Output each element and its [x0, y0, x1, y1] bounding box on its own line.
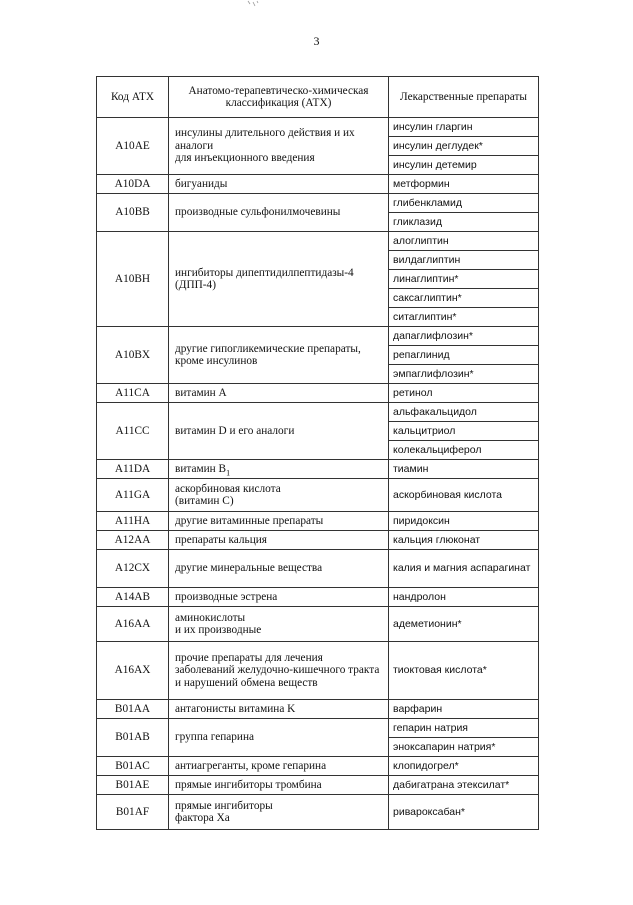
classification-text: прямые ингибиторы фактора Xa — [175, 799, 273, 824]
drug-cell: варфарин — [389, 700, 539, 719]
table-header-row — [97, 77, 539, 118]
classification-text: аминокислоты и их производные — [175, 611, 262, 636]
drug-cell: вилдаглиптин — [389, 251, 539, 270]
table-row — [97, 327, 539, 346]
classification-text: другие витаминные препараты — [175, 514, 324, 527]
drug-cell: глибенкламид — [389, 194, 539, 213]
classification-cell — [169, 776, 389, 795]
table-row — [97, 512, 539, 531]
classification-cell — [169, 403, 389, 460]
atc-code-cell: A12AA — [97, 531, 169, 550]
table-row — [97, 642, 539, 700]
table-row — [97, 700, 539, 719]
atc-code-cell: A10DA — [97, 175, 169, 194]
drug-cell: инсулин детемир — [389, 156, 539, 175]
classification-cell — [169, 588, 389, 607]
table-row — [97, 460, 539, 479]
drug-cell: кальцитриол — [389, 422, 539, 441]
atc-code-cell: B01AE — [97, 776, 169, 795]
table-body — [97, 118, 539, 830]
drug-cell: репаглинид — [389, 346, 539, 365]
drug-cell: калия и магния аспарагинат — [389, 550, 539, 588]
table-row — [97, 384, 539, 403]
drug-cell: нандролон — [389, 588, 539, 607]
classification-cell — [169, 607, 389, 642]
table-row — [97, 232, 539, 251]
atc-code-cell: B01AC — [97, 757, 169, 776]
table-row — [97, 531, 539, 550]
drug-cell: дапаглифлозин* — [389, 327, 539, 346]
drug-cell: саксаглиптин* — [389, 289, 539, 308]
atc-code-cell: B01AB — [97, 719, 169, 757]
atc-code-cell: A10AE — [97, 118, 169, 175]
classification-text: прямые ингибиторы тромбина — [175, 778, 322, 791]
classification-cell — [169, 757, 389, 776]
classification-text: группа гепарина — [175, 731, 255, 744]
atc-code-cell: A10BX — [97, 327, 169, 384]
table-row — [97, 719, 539, 738]
drug-cell: линаглиптин* — [389, 270, 539, 289]
drug-cell: пиридоксин — [389, 512, 539, 531]
atc-code-cell: A11GA — [97, 479, 169, 512]
atc-code-cell: A11CA — [97, 384, 169, 403]
classification-cell — [169, 194, 389, 232]
classification-text: антиагреганты, кроме гепарина — [175, 759, 327, 772]
drug-cell: алоглиптин — [389, 232, 539, 251]
drug-cell: эмпаглифлозин* — [389, 365, 539, 384]
classification-cell — [169, 531, 389, 550]
drug-cell: метформин — [389, 175, 539, 194]
atc-code-cell: B01AA — [97, 700, 169, 719]
classification-text: производные эстрена — [175, 590, 278, 603]
header-classification: Анатомо-терапевтическо-химическая классификация (АТХ) — [169, 77, 389, 118]
table-row — [97, 175, 539, 194]
atc-drug-table — [96, 76, 539, 830]
table-row — [97, 607, 539, 642]
drug-cell: альфакальцидол — [389, 403, 539, 422]
drug-cell: дабигатрана этексилат* — [389, 776, 539, 795]
table-row — [97, 479, 539, 512]
classification-cell — [169, 175, 389, 194]
drug-cell: ривароксабан* — [389, 795, 539, 830]
drug-cell: тиамин — [389, 460, 539, 479]
classification-text: производные сульфонилмочевины — [175, 206, 341, 219]
table-row — [97, 588, 539, 607]
classification-text: инсулины длительного действия и их аналоги для инъекционного введения — [175, 127, 355, 165]
classification-subscript: 1 — [226, 468, 231, 477]
atc-code-cell: A11HA — [97, 512, 169, 531]
classification-cell — [169, 327, 389, 384]
atc-code-cell: A16AX — [97, 642, 169, 700]
classification-text: препараты кальция — [175, 533, 267, 546]
classification-cell — [169, 460, 389, 479]
classification-text: другие гипогликемические препараты, кроме инсулинов — [175, 342, 361, 367]
classification-text: другие минеральные вещества — [175, 562, 323, 575]
table-row — [97, 757, 539, 776]
atc-code-cell: A11CC — [97, 403, 169, 460]
drug-cell: тиоктовая кислота* — [389, 642, 539, 700]
classification-text: ингибиторы дипептидилпептидазы-4 (ДПП-4) — [175, 266, 354, 291]
drug-cell: эноксапарин натрия* — [389, 738, 539, 757]
classification-text: витамин B — [175, 462, 227, 475]
table-row — [97, 118, 539, 137]
atc-code-cell: B01AF — [97, 795, 169, 830]
classification-cell — [169, 384, 389, 403]
classification-text: антагонисты витамина K — [175, 702, 296, 715]
drug-cell: ситаглиптин* — [389, 308, 539, 327]
drug-cell: колекальциферол — [389, 441, 539, 460]
drug-cell: гликлазид — [389, 213, 539, 232]
classification-cell — [169, 719, 389, 757]
classification-cell — [169, 118, 389, 175]
classification-cell — [169, 550, 389, 588]
drug-cell: инсулин деглудек* — [389, 137, 539, 156]
atc-code-cell: A11DA — [97, 460, 169, 479]
classification-cell — [169, 232, 389, 327]
atc-code-cell: A12CX — [97, 550, 169, 588]
classification-cell — [169, 700, 389, 719]
table-row — [97, 776, 539, 795]
classification-cell — [169, 512, 389, 531]
classification-text: аскорбиновая кислота (витамин C) — [175, 482, 281, 507]
classification-text: бигуаниды — [175, 177, 228, 190]
table-row — [97, 403, 539, 422]
atc-code-cell: A14AB — [97, 588, 169, 607]
header-code: Код АТХ — [97, 77, 169, 118]
classification-cell — [169, 642, 389, 700]
header-drugs: Лекарственные препараты — [389, 77, 539, 118]
classification-text: витамин A — [175, 386, 227, 399]
drug-cell: клопидогрел* — [389, 757, 539, 776]
atc-code-cell: A16AA — [97, 607, 169, 642]
drug-cell: аскорбиновая кислота — [389, 479, 539, 512]
page-number: 3 — [313, 34, 320, 48]
classification-cell — [169, 479, 389, 512]
atc-code-cell: A10BH — [97, 232, 169, 327]
scan-artifact-mark — [246, 0, 260, 8]
classification-text: прочие препараты для лечения заболеваний желудочно-кишечного тракта и нарушений обмена веществ — [175, 651, 380, 689]
classification-cell — [169, 795, 389, 830]
classification-text: витамин D и его аналоги — [175, 424, 295, 437]
atc-code-cell: A10BB — [97, 194, 169, 232]
table-row — [97, 550, 539, 588]
drug-cell: гепарин натрия — [389, 719, 539, 738]
drug-cell: ретинол — [389, 384, 539, 403]
drug-cell: инсулин гларгин — [389, 118, 539, 137]
table-row — [97, 194, 539, 213]
table-row — [97, 795, 539, 830]
drug-cell: кальция глюконат — [389, 531, 539, 550]
drug-cell: адеметионин* — [389, 607, 539, 642]
